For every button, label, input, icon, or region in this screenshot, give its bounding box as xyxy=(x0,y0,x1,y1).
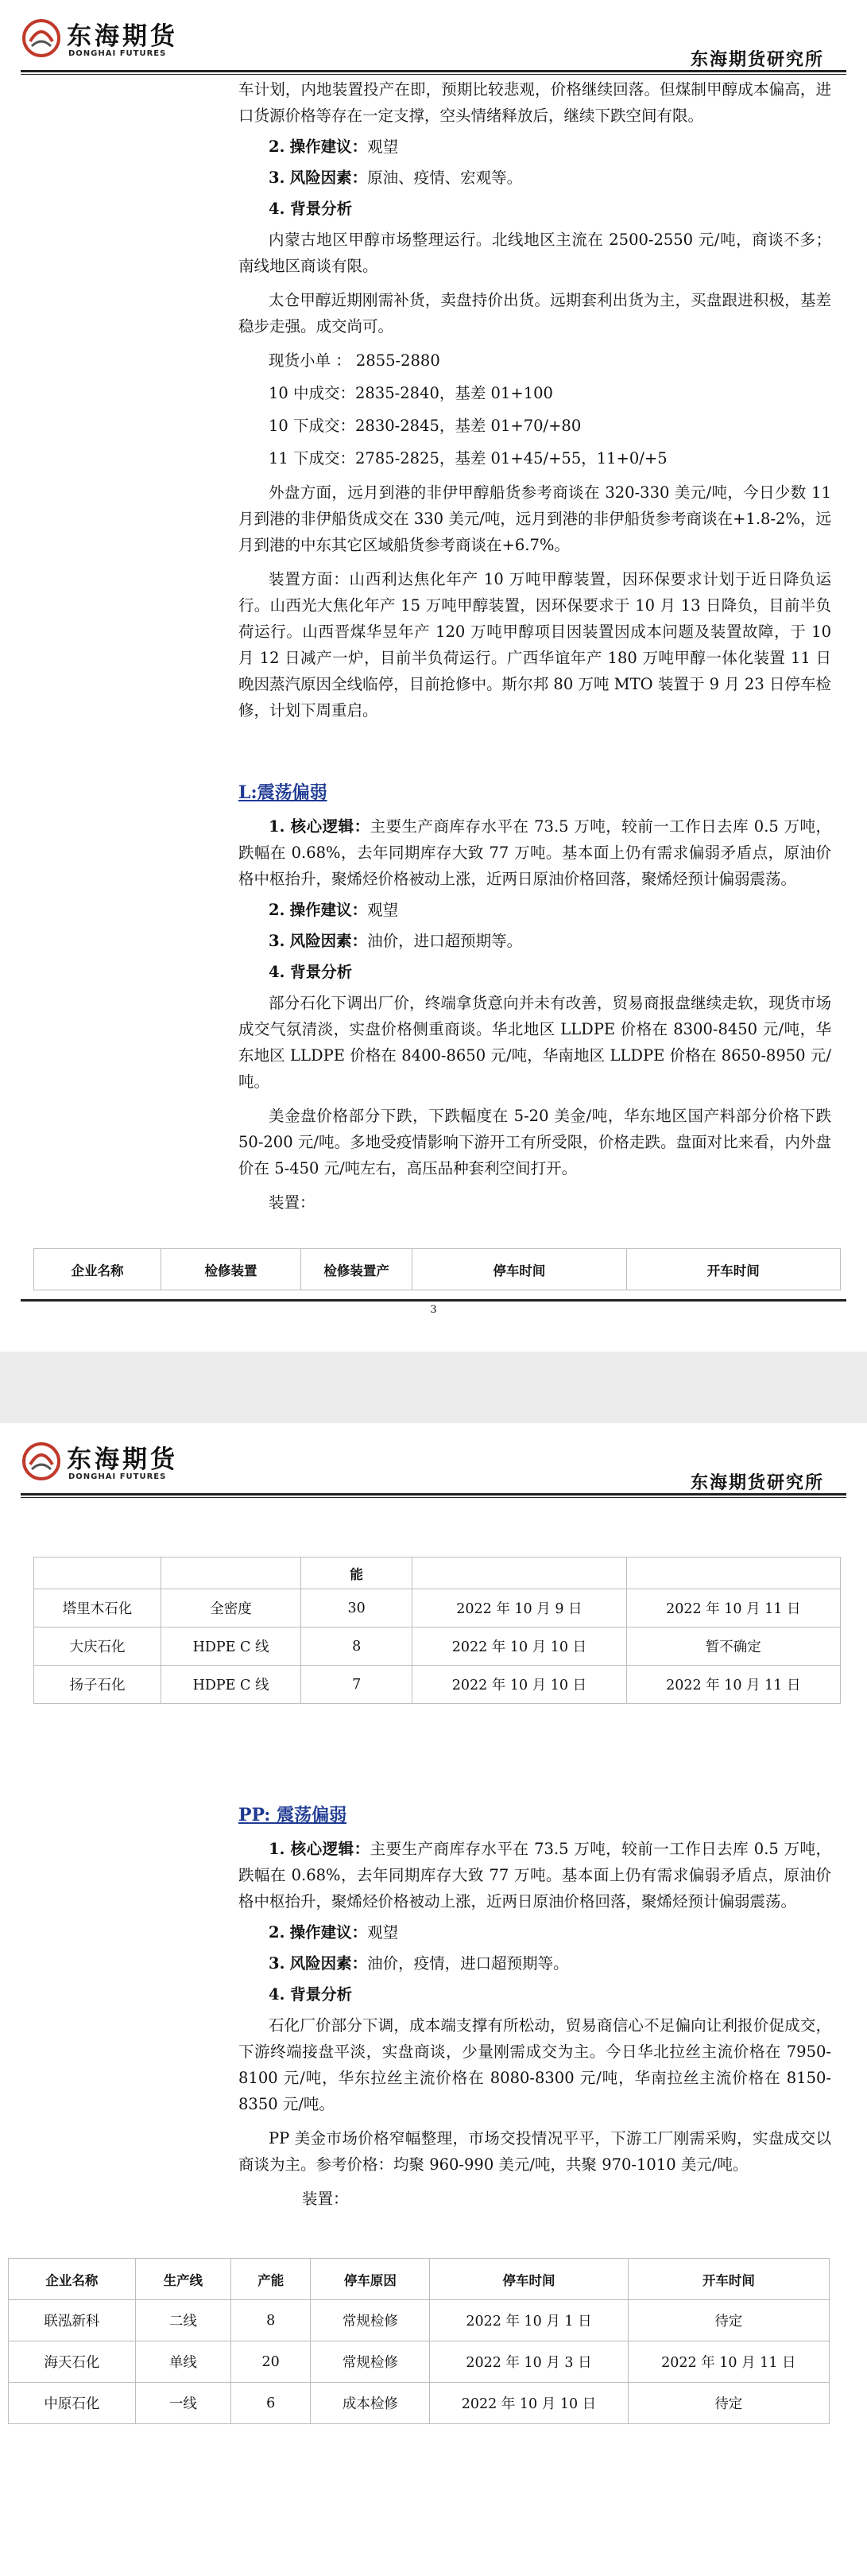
paragraph: 石化厂价部分下调，成本端支撑有所松动，贸易商信心不足偏向让利报价促成交，下游终端接盘平淡，实盘商谈，少量刚需成交为主。今日华北拉丝主流价格在 7950-8100 元/吨，华东拉丝主流价格在 8080-8300 元/吨，华南拉丝主流价格在 8150-8350 元/吨。 xyxy=(238,2016,831,2113)
table-cell: 全密度 xyxy=(161,1589,300,1627)
logo-chinese-text: 东海期货 xyxy=(67,1445,178,1474)
company-logo xyxy=(21,14,211,64)
logo-chinese-text: 东海期货 xyxy=(67,22,178,51)
header-rule xyxy=(21,70,846,72)
table-cell: 2022 年 10 月 1 日 xyxy=(430,2300,628,2341)
table-cell: 8 xyxy=(231,2300,311,2341)
page-header xyxy=(0,1423,867,1496)
table-cell: 待定 xyxy=(628,2300,829,2341)
list-number: 3. xyxy=(269,169,285,187)
paragraph: 内蒙古地区甲醇市场整理运行。北线地区主流在 2500-2550 元/吨，商谈不多；南线地区商谈有限。 xyxy=(238,231,831,275)
page-number: 3 xyxy=(430,1304,437,1316)
table-cell: 2022 年 10 月 11 日 xyxy=(626,1589,840,1627)
table-cell: 成本检修 xyxy=(311,2383,430,2424)
table-header-cell: 停车时间 xyxy=(412,1249,626,1290)
table-header-cell: 停车时间 xyxy=(430,2259,628,2300)
spot-price-line: 10 下成交：2830-2845，基差 01+70/+80 xyxy=(269,417,582,435)
table-cell xyxy=(161,1558,300,1589)
table-cell: 中原石化 xyxy=(9,2383,136,2424)
company-logo xyxy=(21,1437,211,1487)
spot-price-line: 现货小单 ： 2855-2880 xyxy=(269,351,440,370)
table-cell xyxy=(412,1558,626,1589)
header-rule-thin xyxy=(21,74,846,75)
list-number: 3. xyxy=(269,932,285,950)
page-gap xyxy=(0,1352,867,1423)
table-header-cell: 生产线 xyxy=(135,2259,230,2300)
value: 油价，疫情，进口超预期等。 xyxy=(367,1954,569,1973)
list-number: 2. xyxy=(269,901,285,919)
value: 主要生产商库存水平在 73.5 万吨，较前一工作日去库 0.5 万吨，跌幅在 0.68%，去年同期库存大致 77 万吨。基本面上仍有需求偏弱矛盾点，原油价格中枢抬升，聚烯烃价格被动上涨，近两日原油价格回落，聚烯烃预计偏弱震荡。 xyxy=(238,1840,831,1911)
donghai-logo-icon xyxy=(21,1441,62,1482)
table-row xyxy=(34,1666,841,1704)
l-device-table-head xyxy=(33,1248,841,1290)
l-device-table xyxy=(33,1557,841,1704)
label: 1. 核心逻辑： xyxy=(269,817,370,836)
table-header-cell: 检修装置产 xyxy=(301,1249,412,1290)
risk-factors xyxy=(238,165,831,191)
table-cell: 7 xyxy=(301,1666,412,1704)
section-heading: PP: 震荡偏弱 xyxy=(238,1805,347,1825)
core-logic xyxy=(238,813,831,892)
table-cell xyxy=(626,1558,840,1589)
paragraph: 美金盘价格部分下跌，下跌幅度在 5-20 美金/吨，华东地区国产料部分价格下跌 50-200 元/吨。多地受疫情影响下游开工有所受限，价格走跌。盘面对比来看，内外盘价在 5-450 元/吨左右，高压品种套利空间打开。 xyxy=(238,1107,831,1177)
document-page-2 xyxy=(0,1423,867,2576)
table-header-cell: 企业名称 xyxy=(9,2259,136,2300)
table-cell: 20 xyxy=(231,2341,311,2383)
table-header-row xyxy=(9,2259,830,2300)
label: 操作建议： xyxy=(289,1923,368,1942)
table-cell: 2022 年 10 月 11 日 xyxy=(626,1666,840,1704)
table-header-cell: 停车原因 xyxy=(311,2259,430,2300)
value: 原油、疫情、宏观等。 xyxy=(367,169,523,187)
pp-device-table xyxy=(8,2258,830,2424)
operation-advice xyxy=(238,897,831,923)
table-cell: 常规检修 xyxy=(311,2341,430,2383)
core-logic xyxy=(238,1836,831,1915)
risk-factors xyxy=(238,1950,831,1977)
pp-section xyxy=(238,1802,831,2212)
risk-factors xyxy=(238,928,831,954)
logo-english-text: DONGHAI FUTURES xyxy=(68,1472,167,1481)
table-row xyxy=(34,1558,841,1589)
logo-english-text: DONGHAI FUTURES xyxy=(68,49,167,58)
table-header-cell: 开车时间 xyxy=(626,1249,840,1290)
paragraph: 部分石化下调出厂价，终端拿货意向并未有改善，贸易商报盘继续走软，现货市场成交气氛清淡，实盘价格侧重商谈。华北地区 LLDPE 价格在 8300-8450 元/吨，华东地区 LLDPE 价格在 8400-8650 元/吨，华南地区 LLDPE 价格在 8650-8950 元/吨。 xyxy=(238,994,831,1091)
label: 风险因素： xyxy=(289,169,368,187)
device-label: 装置： xyxy=(302,2190,349,2208)
operation-advice xyxy=(238,1919,831,1946)
paragraph: 太仓甲醇近期刚需补货，卖盘持价出货。远期套利出货为主，买盘跟进积极，基差稳步走强。成交尚可。 xyxy=(238,291,831,336)
table-cell: 海天石化 xyxy=(9,2341,136,2383)
table-cell: 大庆石化 xyxy=(34,1627,161,1666)
table-header-cell: 产能 xyxy=(231,2259,311,2300)
header-rule xyxy=(21,1493,846,1496)
operation-advice xyxy=(238,134,831,160)
paragraph: 车计划，内地装置投产在即，预期比较悲观，价格继续回落。但煤制甲醇成本偏高，进口货源价格等存在一定支撑，空头情绪释放后，继续下跌空间有限。 xyxy=(238,80,831,125)
table-row xyxy=(9,2300,830,2341)
table-cell: 8 xyxy=(301,1627,412,1666)
table-cell: 联泓新科 xyxy=(9,2300,136,2341)
table-cell: 2022 年 10 月 9 日 xyxy=(412,1589,626,1627)
table-cell: 单线 xyxy=(135,2341,230,2383)
label: 1. 核心逻辑： xyxy=(269,1840,370,1858)
list-number: 2. xyxy=(269,138,285,156)
table-header-cell: 企业名称 xyxy=(34,1249,161,1290)
table-header-cell: 开车时间 xyxy=(628,2259,829,2300)
institute-name: 东海期货研究所 xyxy=(690,1472,824,1493)
table-cell: HDPE C 线 xyxy=(161,1627,300,1666)
value: 油价，进口超预期等。 xyxy=(367,932,523,950)
table-cell: 2022 年 10 月 10 日 xyxy=(430,2383,628,2424)
table-header-cell: 能 xyxy=(301,1558,412,1589)
spot-price-line: 10 中成交：2835-2840，基差 01+100 xyxy=(269,384,553,402)
table-cell: 一线 xyxy=(135,2383,230,2424)
table-header-row xyxy=(34,1249,841,1290)
footer-rule xyxy=(21,1299,846,1302)
table-cell xyxy=(34,1558,161,1589)
table-cell: 常规检修 xyxy=(311,2300,430,2341)
table-cell: 2022 年 10 月 10 日 xyxy=(412,1627,626,1666)
table-header-cell: 检修装置 xyxy=(161,1249,301,1290)
institute-name: 东海期货研究所 xyxy=(690,49,824,70)
label: 风险因素： xyxy=(289,1954,368,1973)
section-heading: L:震荡偏弱 xyxy=(238,782,327,803)
value: 主要生产商库存水平在 73.5 万吨，较前一工作日去库 0.5 万吨，跌幅在 0.68%，去年同期库存大致 77 万吨。基本面上仍有需求偏弱矛盾点，原油价格中枢抬升，聚烯烃价格被动上涨，近两日原油价格回落，聚烯烃预计偏弱震荡。 xyxy=(238,817,831,888)
label: 风险因素： xyxy=(289,932,368,950)
background-title: 4. 背景分析 xyxy=(269,1985,353,2004)
l-section xyxy=(238,779,831,1216)
donghai-logo-icon xyxy=(21,17,62,59)
device-label: 装置： xyxy=(269,1193,315,1212)
table-row xyxy=(9,2341,830,2383)
list-number: 3. xyxy=(269,1954,285,1973)
table-cell: 6 xyxy=(231,2383,311,2424)
table-cell: 塔里木石化 xyxy=(34,1589,161,1627)
page-header xyxy=(0,0,867,73)
table-row xyxy=(34,1589,841,1627)
table-cell: 30 xyxy=(301,1589,412,1627)
table-row xyxy=(34,1627,841,1666)
label: 操作建议： xyxy=(289,138,368,156)
list-number: 2. xyxy=(269,1923,285,1942)
table-cell: 2022 年 10 月 3 日 xyxy=(430,2341,628,2383)
table-cell: 暂不确定 xyxy=(626,1627,840,1666)
value: 观望 xyxy=(367,138,399,156)
header-rule-thin xyxy=(21,1497,846,1498)
table-cell: 扬子石化 xyxy=(34,1666,161,1704)
spot-price-line: 11 下成交：2785-2825，基差 01+45/+55，11+0/+5 xyxy=(269,449,668,467)
methanol-section xyxy=(238,76,831,724)
value: 观望 xyxy=(367,901,399,919)
paragraph: 外盘方面，远月到港的非伊甲醇船货参考商谈在 320-330 美元/吨，今日少数 11 月到港的非伊船货成交在 330 美元/吨，远月到港的非伊船货参考商谈在+1.8-2%，远月到港的中东其它区域船货参考商谈在+6.7%。 xyxy=(238,483,831,554)
paragraph: 装置方面：山西利达焦化年产 10 万吨甲醇装置，因环保要求计划于近日降负运行。山西光大焦化年产 15 万吨甲醇装置，因环保要求于 10 月 13 日降负，目前半负荷运行。山西晋煤华昱年产 120 万吨甲醇项目因装置因成本问题及装置故障，于 10 月 12 日减产一炉，目前半负荷运行。广西华谊年产 180 万吨甲醇一体化装置 11 日晚因蒸汽原因全线临停，目前抢修中。斯尔邦 80 万吨 MTO 装置于 9 月 23 日停车检修，计划下周重启。 xyxy=(238,570,831,720)
table-cell: 2022 年 10 月 10 日 xyxy=(412,1666,626,1704)
background-title: 4. 背景分析 xyxy=(269,200,353,218)
paragraph: PP 美金市场价格窄幅整理，市场交投情况平平，下游工厂刚需采购，实盘成交以商谈为主。参考价格：均聚 960-990 美元/吨，共聚 970-1010 美元/吨。 xyxy=(238,2129,831,2174)
table-row xyxy=(9,2383,830,2424)
background-title: 4. 背景分析 xyxy=(269,963,353,981)
table-cell: 2022 年 10 月 11 日 xyxy=(628,2341,829,2383)
table-cell: HDPE C 线 xyxy=(161,1666,300,1704)
table-cell: 待定 xyxy=(628,2383,829,2424)
table-cell: 二线 xyxy=(135,2300,230,2341)
value: 观望 xyxy=(367,1923,399,1942)
label: 操作建议： xyxy=(289,901,368,919)
